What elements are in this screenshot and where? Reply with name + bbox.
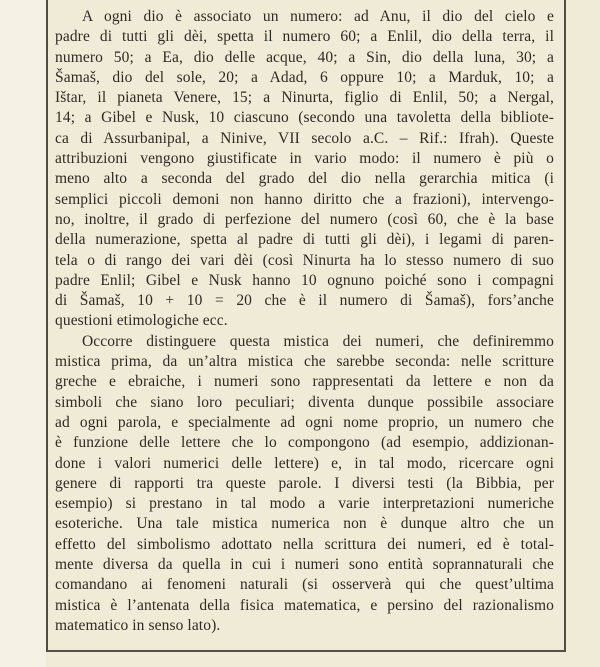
text-line: della numerazione, spetta al padre di tutti gli dèi), i legami di paren-	[55, 231, 554, 249]
text-line: mistica è l’antenata della fisica matematica, e persino del razionalismo	[55, 596, 554, 614]
text-line: effetto del simbolismo adottato nella scrittura dei numeri, ed è total-	[55, 535, 554, 553]
text-line: tela o di rango dei vari dèi (così Ninurta ha lo stesso numero di suo	[55, 251, 554, 269]
text-line: numero 50; a Ea, dio delle acque, 40; a Sin, dio della luna, 30; a	[55, 48, 554, 66]
text-line: ad ogni parola, e specialmente ad ogni nome proprio, un numero che	[55, 413, 554, 431]
text-frame	[46, 0, 566, 652]
text-line: è funzione delle lettere che lo compongono (ad esempio, addizionan-	[55, 434, 554, 452]
text-line: mistica prima, da un’altra mistica che sarebbe seconda: nelle scritture	[55, 353, 554, 371]
text-block	[55, 7, 554, 636]
text-line: esempio) si prestano in tal modo a varie interpretazioni numeriche	[55, 495, 554, 513]
text-line: 14; a Gibel e Nusk, 10 ciascuno (secondo una tavoletta della bibliote-	[55, 109, 554, 127]
text-line: esoteriche. Una tale mistica numerica non è dunque altro che un	[55, 515, 554, 533]
text-line: padre Enlil; Gibel e Nusk hanno 10 ognuno poiché sono i compagni	[55, 271, 554, 289]
text-line: greche e ebraiche, i numeri sono rappresentati da lettere e non da	[55, 373, 554, 391]
text-line: padre di tutti gli dèi, spetta il numero 60; a Enlil, dio della terra, il	[55, 28, 554, 46]
text-line: di Šamaš, 10 + 10 = 20 che è il numero di Šamaš), fors’anche	[55, 292, 554, 310]
text-line: meno alto a seconda del grado del dio nella gerarchia mitica (i	[55, 170, 554, 188]
text-line: A ogni dio è associato un numero: ad Anu, il dio del cielo e	[82, 8, 554, 25]
text-line: attribuzioni vengono giustificate in vario modo: il numero è più o	[55, 150, 554, 168]
text-line: semplici piccoli demoni non hanno diritto che a frazioni), intervengo-	[55, 190, 554, 208]
text-line: comandano ai fenomeni naturali (si osserverà qui che quest’ultima	[55, 576, 554, 594]
text-line: mente diversa da quella in cui i numeri sono entità soprannaturali che	[55, 556, 554, 574]
text-line: Ištar, il pianeta Venere, 15; a Ninurta, figlio di Enlil, 50; a Nergal,	[55, 89, 554, 107]
text-line: Šamaš, dio del sole, 20; a Adad, 6 oppure 10; a Marduk, 10; a	[55, 68, 554, 86]
text-line: done i valori numerici delle lettere) e, in tal modo, ricercare ogni	[55, 454, 554, 472]
text-line: Occorre distinguere questa mistica dei numeri, che definiremmo	[82, 332, 554, 350]
paragraph	[55, 7, 554, 332]
page-left-margin	[0, 0, 46, 667]
text-line: genere di rapporti tra queste parole. I diversi testi (la Bibbia, per	[55, 474, 554, 492]
paragraph	[55, 332, 554, 636]
text-line: simboli che siano loro peculiari; diventa dunque possibile associare	[55, 393, 554, 411]
text-line: questioni etimologiche ecc.	[55, 312, 228, 330]
text-line: no, inoltre, il grado di perfezione del numero (così 60, che è la base	[55, 210, 554, 228]
text-line: ca di Assurbanipal, a Ninive, VII secolo a.C. – Rif.: Ifrah). Queste	[55, 129, 554, 147]
text-line: matematico in senso lato).	[55, 616, 221, 634]
